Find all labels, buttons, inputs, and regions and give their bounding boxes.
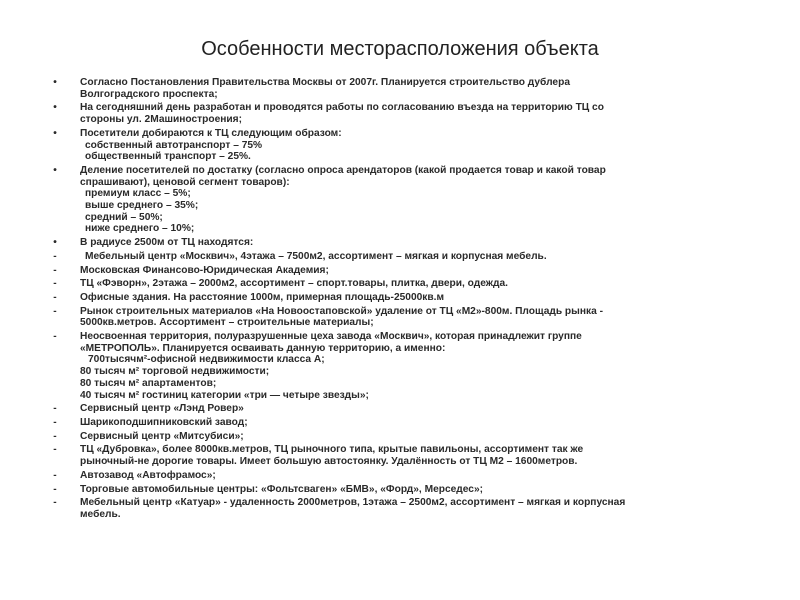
list-item <box>48 265 728 277</box>
list-item-line: • Согласно Постановления Правительства Москвы от 2007г. Планируется строительство дублера <box>48 77 728 89</box>
list-item-line: 80 тысяч м² апартаментов; <box>80 377 217 389</box>
list-item <box>48 278 728 290</box>
list-item <box>48 223 728 235</box>
list-item-line: - Мебельный центр «Москвич», 4этажа – 7500м2, ассортимент – мягкая и корпусная мебель. <box>48 251 728 263</box>
list-item-line: ниже среднего – 10%; <box>85 223 195 235</box>
dash-marker: - <box>53 416 57 428</box>
list-item <box>48 366 728 401</box>
list-item-line: выше среднего – 35%; <box>85 200 199 212</box>
list-item <box>48 292 728 304</box>
list-item <box>48 497 728 520</box>
page-title: Особенности месторасположения объекта <box>201 38 599 60</box>
bullet-icon: • <box>53 164 57 176</box>
dash-marker: - <box>53 497 57 509</box>
dash-marker: - <box>53 331 57 343</box>
list-item-line: премиум класс – 5%; <box>85 188 191 200</box>
list-item-line: - Неосвоенная территория, полуразрушенные цеха завода «Москвич», которая принадлежит группе <box>48 331 728 343</box>
list-item <box>48 403 728 415</box>
content-list <box>48 75 728 521</box>
list-item-line: мебель. <box>80 508 121 520</box>
bullet-icon: • <box>53 237 57 249</box>
list-item <box>48 212 728 224</box>
dash-marker: - <box>53 444 57 456</box>
list-item <box>48 151 728 163</box>
dash-marker: - <box>53 250 57 262</box>
list-item-line: - Торговые автомобильные центры: «Фольтсваген» «БМВ», «Форд», Мерседес»; <box>48 484 728 496</box>
list-item-line: Волгоградского проспекта; <box>80 88 218 100</box>
list-item <box>48 237 728 249</box>
list-item-line: 700тысячм²-офисной недвижимости класса А; <box>88 354 325 366</box>
list-item-line: 40 тысяч м² гостиниц категории «три — четыре звезды»; <box>80 389 369 401</box>
list-item <box>48 200 728 212</box>
list-item-line: - Шарикоподшипниковский завод; <box>48 417 728 429</box>
list-item-line: 5000кв.метров. Ассортимент – строительные материалы; <box>80 317 374 329</box>
list-item <box>48 354 728 366</box>
bullet-icon: • <box>53 102 57 114</box>
list-item <box>48 77 728 100</box>
list-item <box>48 417 728 429</box>
list-item-line: - Офисные здания. На расстояние 1000м, примерная площадь-25000кв.м <box>48 292 728 304</box>
list-item <box>48 306 728 329</box>
list-item-line: средний – 50%; <box>85 211 163 223</box>
list-item-line: • В радиусе 2500м от ТЦ находятся: <box>48 237 728 249</box>
list-item <box>48 165 728 188</box>
list-item-line: спрашивают), ценовой сегмент товаров): <box>80 176 290 188</box>
list-item-line: - Автозавод «Автофрамос»; <box>48 470 728 482</box>
list-item <box>48 102 728 125</box>
list-item <box>48 331 728 354</box>
list-item-line: - Московская Финансово-Юридическая Академия; <box>48 265 728 277</box>
list-item-line: «МЕТРОПОЛЬ». Планируется осваивать данную территорию, а именно: <box>80 342 446 354</box>
list-item-line: - ТЦ «Дубровка», более 8000кв.метров, ТЦ рыночного типа, крытые павильоны, ассортимент так же <box>48 444 728 456</box>
bullet-icon: • <box>53 127 57 139</box>
dash-marker: - <box>53 430 57 442</box>
list-item-line: рыночный-не дорогие товары. Имеет большую автостоянку. Удалённость от ТЦ М2 – 1600метров. <box>80 456 578 468</box>
list-item-line: собственный автотранспорт – 75% <box>85 139 263 151</box>
list-item-line: 80 тысяч м² торговой недвижимости; <box>80 366 270 378</box>
list-item-line: - Рынок строительных материалов «На Новоостаповской» удаление от ТЦ «М2»-800м. Площадь рынка - <box>48 306 728 318</box>
list-item <box>48 431 728 443</box>
list-item <box>48 484 728 496</box>
dash-marker: - <box>53 264 57 276</box>
dash-marker: - <box>53 469 57 481</box>
bullet-icon: • <box>53 77 57 88</box>
list-item-line: стороны ул. 2Машиностроения; <box>80 114 242 126</box>
list-item-line: - Мебельный центр «Катуар» - удаленность 2000метров, 1этажа – 2500м2, ассортимент – мягкая и корпусная <box>48 497 728 509</box>
dash-marker: - <box>53 291 57 303</box>
list-item-line: - Сервисный центр «Лэнд Ровер» <box>48 403 728 415</box>
list-item <box>48 140 728 152</box>
list-item-line: - Сервисный центр «Митсубиси»; <box>48 431 728 443</box>
dash-marker: - <box>53 278 57 290</box>
dash-marker: - <box>53 305 57 317</box>
list-item <box>48 128 728 140</box>
list-item-line: общественный транспорт – 25%. <box>85 151 251 163</box>
list-item-line: - ТЦ «Фэворн», 2этажа – 2000м2, ассортимент – спорт.товары, плитка, двери, одежда. <box>48 278 728 290</box>
list-item <box>48 470 728 482</box>
list-item-line: • На сегодняшний день разработан и проводятся работы по согласованию въезда на территорию ТЦ со <box>48 102 728 114</box>
list-item <box>48 251 728 263</box>
dash-marker: - <box>53 483 57 495</box>
list-item <box>48 188 728 200</box>
list-item-line: • Деление посетителей по достатку (согласно опроса арендаторов (какой продается товар и какой товар <box>48 165 728 177</box>
dash-marker: - <box>53 403 57 415</box>
list-item <box>48 444 728 467</box>
list-item-line: • Посетители добираются к ТЦ следующим образом: <box>48 128 728 140</box>
